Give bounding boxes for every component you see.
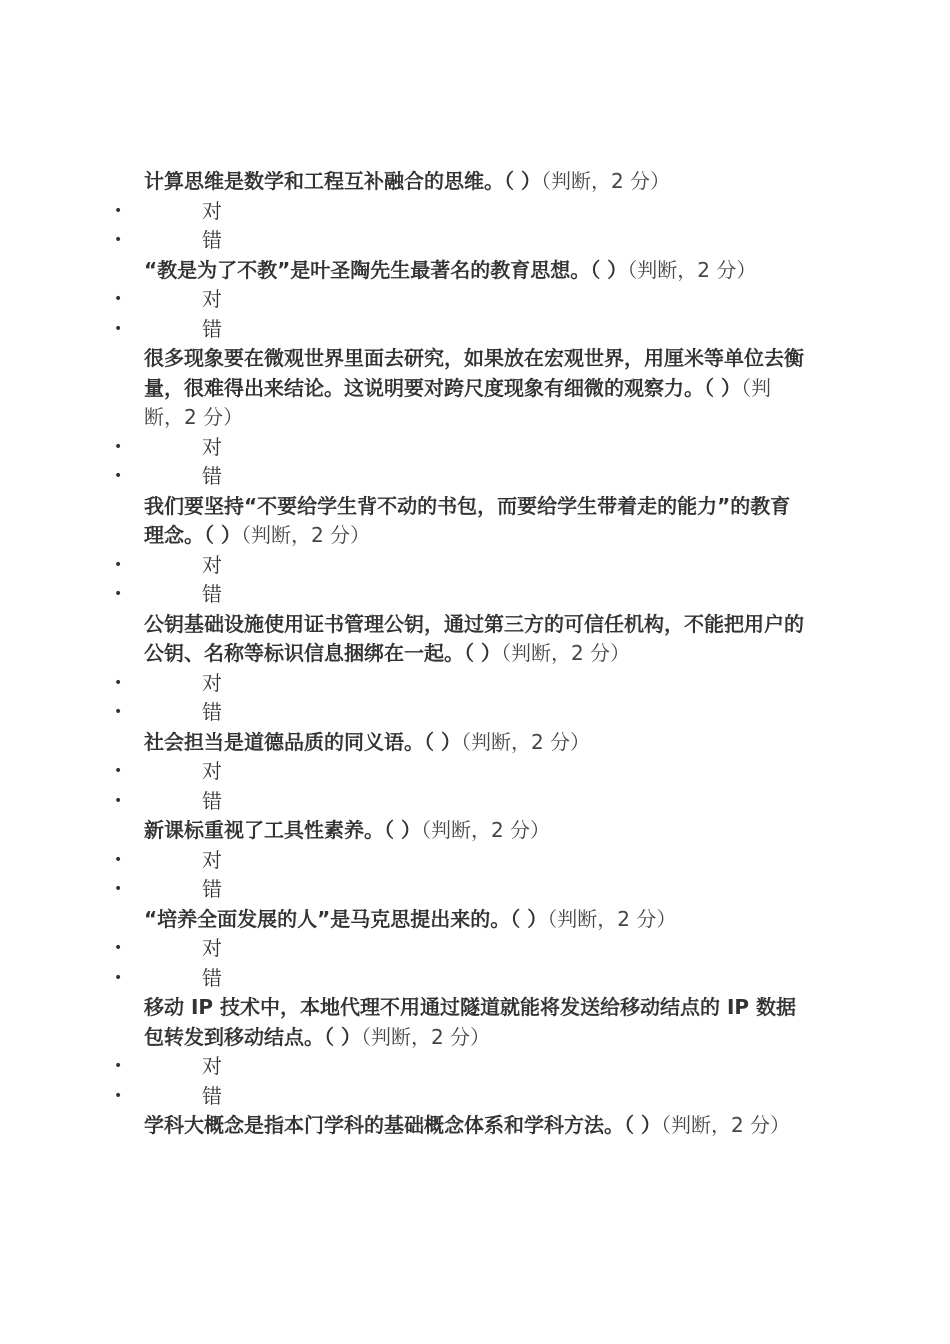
answer-option[interactable] [114, 1052, 809, 1082]
question-stem: 移动 IP 技术中，本地代理不用通过隧道就能将发送给移动结点的 IP 数据包转发到移动结点。（ ） [144, 995, 797, 1049]
answer-option[interactable] [114, 964, 809, 994]
option-label: 对 [202, 1054, 222, 1078]
bullet-icon: • [114, 881, 123, 897]
answer-option[interactable] [114, 285, 809, 315]
question-type-score: （判断，2 分） [240, 523, 371, 547]
question-text [144, 492, 809, 551]
question-text [144, 344, 809, 433]
question-type-score: （判断，2 分） [460, 729, 591, 754]
question-type-score: （判断，2 分） [540, 169, 671, 193]
question-text [144, 728, 809, 758]
answer-option[interactable] [114, 462, 809, 492]
question-text [144, 993, 809, 1052]
option-list [114, 846, 809, 905]
answer-option[interactable] [114, 433, 809, 463]
answer-option[interactable] [114, 226, 809, 256]
answer-option[interactable] [114, 846, 809, 876]
bullet-icon: • [114, 1087, 123, 1104]
question-stem: 学科大概念是指本门学科的基础概念体系和学科方法。（ ） [144, 1113, 661, 1137]
option-list [114, 934, 809, 993]
question-text [144, 256, 809, 286]
option-label: 错 [202, 788, 222, 813]
question-stem: 我们要坚持“不要给学生背不动的书包，而要给学生带着走的能力”的教育理念。（ ） [144, 493, 791, 547]
answer-option[interactable] [114, 934, 809, 964]
bullet-icon: • [114, 556, 123, 573]
bullet-icon: • [114, 704, 123, 720]
question-text [144, 816, 809, 846]
answer-option[interactable] [114, 698, 809, 728]
option-label: 对 [202, 434, 222, 459]
option-list [114, 551, 809, 610]
question-stem: 计算思维是数学和工程互补融合的思维。（ ） [144, 169, 541, 193]
answer-option[interactable] [114, 1082, 809, 1112]
option-label: 对 [202, 759, 222, 783]
option-list [114, 433, 809, 492]
question-stem: “培养全面发展的人”是马克思提出来的。（ ） [144, 906, 548, 931]
option-label: 错 [202, 464, 222, 488]
option-label: 对 [202, 198, 222, 223]
option-label: 对 [202, 552, 222, 577]
option-label: 对 [202, 287, 222, 311]
option-list [114, 757, 809, 816]
answer-option[interactable] [114, 787, 809, 817]
answer-option[interactable] [114, 551, 809, 581]
answer-option[interactable] [114, 669, 809, 699]
answer-option[interactable] [114, 757, 809, 787]
question-type-score: （判断，2 分） [500, 641, 631, 665]
question-stem: 社会担当是道德品质的同义语。（ ） [144, 729, 461, 754]
option-list [114, 197, 809, 256]
bullet-icon: • [114, 940, 123, 956]
bullet-icon: • [114, 232, 123, 248]
answer-option[interactable] [114, 875, 809, 905]
bullet-icon: • [114, 291, 123, 307]
answer-option[interactable] [114, 315, 809, 345]
question-type-score: （判断，2 分） [420, 818, 551, 842]
bullet-icon: • [114, 438, 123, 455]
option-label: 对 [202, 847, 222, 872]
option-label: 错 [202, 1083, 222, 1108]
bullet-icon: • [114, 202, 123, 219]
option-list [114, 285, 809, 344]
option-list [114, 1052, 809, 1111]
question-stem: 公钥基础设施使用证书管理公钥，通过第三方的可信任机构，不能把用户的公钥、名称等标识信息捆绑在一起。（ ） [144, 611, 804, 665]
option-label: 错 [202, 228, 222, 252]
question-type-score: （判断，2 分） [360, 1024, 491, 1049]
bullet-icon: • [114, 851, 123, 868]
option-list [114, 669, 809, 728]
option-label: 错 [202, 582, 222, 606]
question-stem: 新课标重视了工具性素养。（ ） [144, 818, 421, 842]
question-text [144, 167, 809, 197]
question-text [144, 1111, 809, 1141]
question-type-score: （判断，2 分） [627, 257, 757, 282]
bullet-icon: • [114, 792, 123, 809]
option-label: 错 [202, 700, 222, 724]
question-type-score: （判断，2 分） [660, 1113, 791, 1137]
option-label: 错 [202, 316, 222, 341]
bullet-icon: • [114, 586, 123, 602]
answer-option[interactable] [114, 580, 809, 610]
bullet-icon: • [114, 674, 123, 691]
bullet-icon: • [114, 763, 123, 779]
bullet-icon: • [114, 1058, 123, 1074]
option-label: 对 [202, 670, 222, 695]
option-label: 错 [202, 877, 222, 901]
option-label: 对 [202, 936, 222, 960]
question-type-score: （判断，2 分） [547, 906, 677, 931]
question-stem: 很多现象要在微观世界里面去研究，如果放在宏观世界，用厘米等单位去衡量，很难得出来结论。这说明要对跨尺度现象有细微的观察力。（ ） [144, 346, 804, 400]
option-label: 错 [202, 965, 222, 990]
bullet-icon: • [114, 969, 123, 986]
question-text [144, 905, 809, 935]
bullet-icon: • [114, 468, 123, 484]
answer-option[interactable] [114, 197, 809, 227]
bullet-icon: • [114, 320, 123, 337]
question-type-score: （判断，2 分） [144, 375, 771, 429]
question-text [144, 610, 809, 669]
question-stem: “教是为了不教”是叶圣陶先生最著名的教育思想。（ ） [144, 257, 628, 282]
question-list [114, 167, 809, 1141]
